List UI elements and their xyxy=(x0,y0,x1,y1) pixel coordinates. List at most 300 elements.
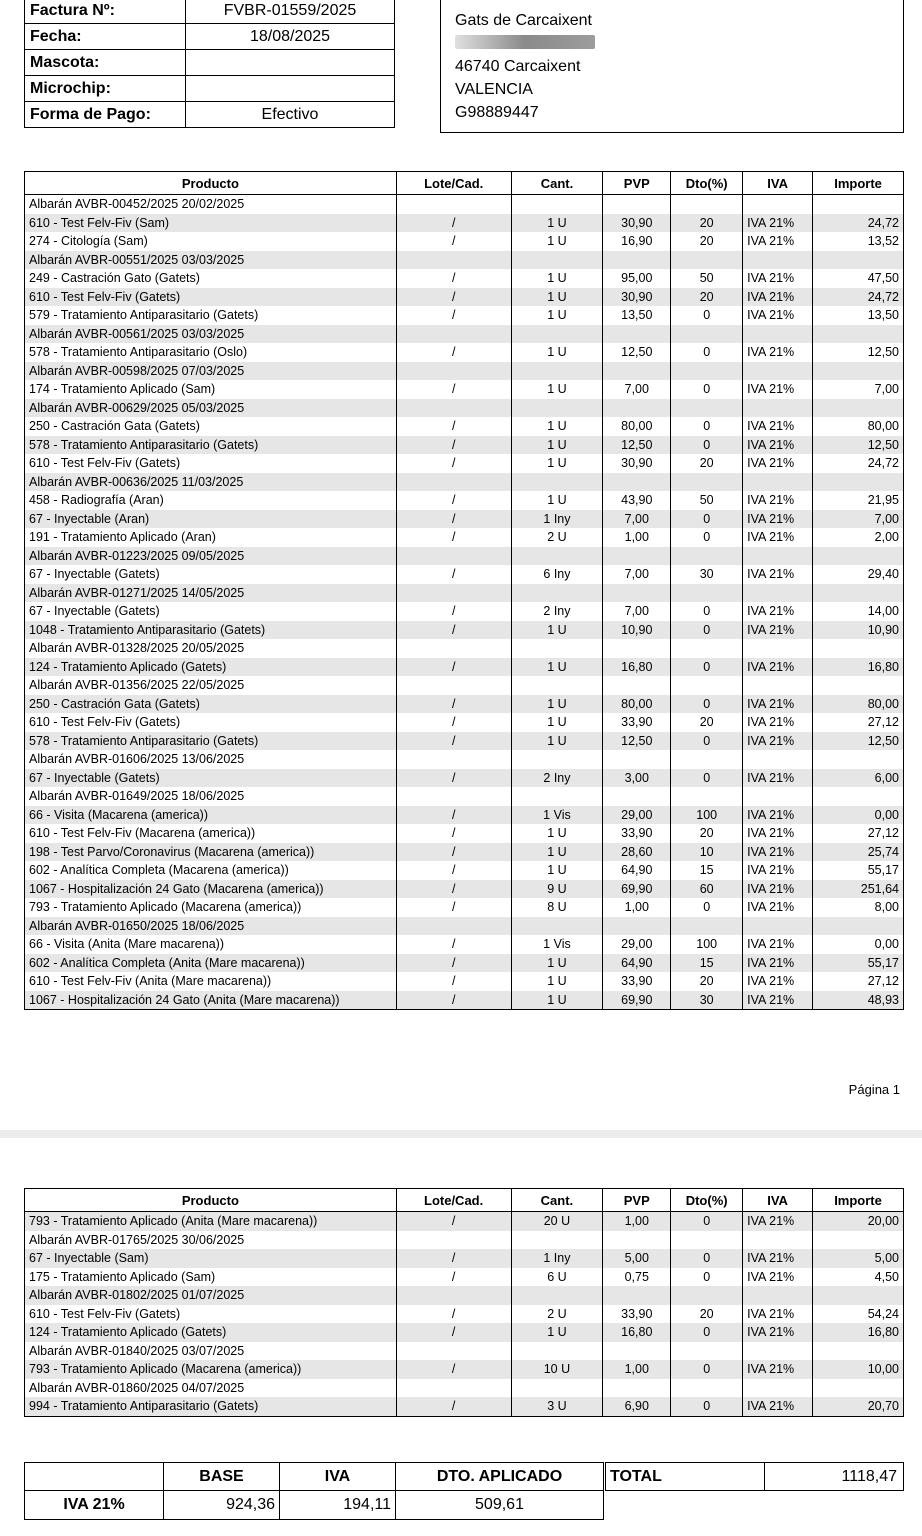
table-row xyxy=(25,269,904,288)
table-row xyxy=(25,658,904,677)
items-header-row xyxy=(25,1189,904,1212)
albaran-label: Albarán AVBR-01649/2025 18/06/2025 xyxy=(25,787,397,806)
cell-pvp: 29,00 xyxy=(603,806,671,825)
cell-producto: 578 - Tratamiento Antiparasitario (Gatets) xyxy=(25,436,397,455)
cell-importe: 55,17 xyxy=(813,861,904,880)
empty-cell xyxy=(813,584,904,603)
cell-pvp: 69,90 xyxy=(603,991,671,1010)
cell-iva: IVA 21% xyxy=(743,658,813,677)
empty-cell xyxy=(671,639,743,658)
invoice-info-value xyxy=(186,50,395,76)
cell-cant: 1 U xyxy=(511,695,603,714)
cell-cant: 2 Iny xyxy=(511,602,603,621)
cell-pvp: 1,00 xyxy=(603,1360,671,1379)
albaran-row xyxy=(25,362,904,381)
empty-cell xyxy=(743,1342,813,1361)
cell-cant: 1 U xyxy=(511,621,603,640)
cell-lote: / xyxy=(396,954,511,973)
cell-importe: 10,00 xyxy=(813,1360,904,1379)
totals-dto-value: 509,61 xyxy=(395,1490,604,1520)
column-header: Dto(%) xyxy=(671,172,743,195)
empty-cell xyxy=(671,787,743,806)
cell-lote: / xyxy=(396,972,511,991)
cell-pvp: 13,50 xyxy=(603,306,671,325)
column-header: Lote/Cad. xyxy=(396,1189,511,1212)
albaran-row xyxy=(25,1286,904,1305)
cell-cant: 1 U xyxy=(511,417,603,436)
albaran-row xyxy=(25,787,904,806)
cell-cant: 8 U xyxy=(511,898,603,917)
cell-dto: 0 xyxy=(671,380,743,399)
cell-importe: 48,93 xyxy=(813,991,904,1010)
albaran-label: Albarán AVBR-00551/2025 03/03/2025 xyxy=(25,251,397,270)
empty-cell xyxy=(813,787,904,806)
albaran-label: Albarán AVBR-01223/2025 09/05/2025 xyxy=(25,547,397,566)
cell-pvp: 16,90 xyxy=(603,232,671,251)
cell-importe: 12,50 xyxy=(813,343,904,362)
cell-pvp: 7,00 xyxy=(603,602,671,621)
albaran-row xyxy=(25,750,904,769)
table-row xyxy=(25,769,904,788)
client-name: Gats de Carcaixent xyxy=(455,12,592,29)
empty-cell xyxy=(603,1231,671,1250)
cell-pvp: 12,50 xyxy=(603,436,671,455)
cell-dto: 20 xyxy=(671,972,743,991)
cell-lote: / xyxy=(396,288,511,307)
cell-iva: IVA 21% xyxy=(743,1268,813,1287)
cell-importe: 47,50 xyxy=(813,269,904,288)
cell-pvp: 1,00 xyxy=(603,528,671,547)
empty-cell xyxy=(603,362,671,381)
items-table-page-2 xyxy=(24,1188,904,1417)
table-row xyxy=(25,861,904,880)
empty-cell xyxy=(813,195,904,214)
cell-dto: 0 xyxy=(671,732,743,751)
cell-producto: 274 - Citología (Sam) xyxy=(25,232,397,251)
cell-producto: 578 - Tratamiento Antiparasitario (Oslo) xyxy=(25,343,397,362)
cell-pvp: 5,00 xyxy=(603,1249,671,1268)
table-row xyxy=(25,436,904,455)
cell-producto: 602 - Analítica Completa (Anita (Mare macarena)) xyxy=(25,954,397,973)
albaran-label: Albarán AVBR-01356/2025 22/05/2025 xyxy=(25,676,397,695)
cell-lote: / xyxy=(396,1360,511,1379)
albaran-row xyxy=(25,547,904,566)
empty-cell xyxy=(511,917,603,936)
cell-importe: 80,00 xyxy=(813,695,904,714)
cell-pvp: 3,00 xyxy=(603,769,671,788)
cell-cant: 1 U xyxy=(511,214,603,233)
cell-dto: 0 xyxy=(671,1360,743,1379)
cell-iva: IVA 21% xyxy=(743,510,813,529)
empty-cell xyxy=(603,399,671,418)
empty-cell xyxy=(813,1231,904,1250)
albaran-label: Albarán AVBR-01606/2025 13/06/2025 xyxy=(25,750,397,769)
invoice-info-table xyxy=(24,0,395,128)
empty-cell xyxy=(813,917,904,936)
empty-cell xyxy=(396,1231,511,1250)
cell-iva: IVA 21% xyxy=(743,417,813,436)
cell-lote: / xyxy=(396,898,511,917)
albaran-label: Albarán AVBR-01765/2025 30/06/2025 xyxy=(25,1231,397,1250)
empty-cell xyxy=(511,1342,603,1361)
column-header: Dto(%) xyxy=(671,1189,743,1212)
cell-dto: 20 xyxy=(671,214,743,233)
cell-lote: / xyxy=(396,1323,511,1342)
client-postal: 46740 Carcaixent xyxy=(455,58,581,75)
totals-iva-header: IVA xyxy=(279,1462,396,1491)
table-row xyxy=(25,824,904,843)
cell-lote: / xyxy=(396,528,511,547)
albaran-label: Albarán AVBR-00452/2025 20/02/2025 xyxy=(25,195,397,214)
cell-importe: 8,00 xyxy=(813,898,904,917)
cell-iva: IVA 21% xyxy=(743,288,813,307)
cell-iva: IVA 21% xyxy=(743,343,813,362)
cell-importe: 0,00 xyxy=(813,806,904,825)
cell-producto: 1048 - Tratamiento Antiparasitario (Gatets) xyxy=(25,621,397,640)
empty-cell xyxy=(743,362,813,381)
empty-cell xyxy=(603,1286,671,1305)
table-row xyxy=(25,1249,904,1268)
empty-cell xyxy=(396,1379,511,1398)
empty-cell xyxy=(396,917,511,936)
empty-cell xyxy=(511,547,603,566)
invoice-info-label: Mascota: xyxy=(25,50,186,76)
cell-dto: 30 xyxy=(671,991,743,1010)
table-row xyxy=(25,695,904,714)
page-separator xyxy=(0,1130,922,1138)
cell-dto: 20 xyxy=(671,232,743,251)
cell-producto: 458 - Radiografía (Aran) xyxy=(25,491,397,510)
cell-importe: 251,64 xyxy=(813,880,904,899)
cell-cant: 1 U xyxy=(511,269,603,288)
empty-cell xyxy=(743,1379,813,1398)
totals-base-header: BASE xyxy=(163,1462,280,1491)
cell-iva: IVA 21% xyxy=(743,621,813,640)
cell-iva: IVA 21% xyxy=(743,1305,813,1324)
cell-importe: 12,50 xyxy=(813,436,904,455)
table-row xyxy=(25,528,904,547)
cell-dto: 0 xyxy=(671,1212,743,1231)
empty-cell xyxy=(396,1286,511,1305)
albaran-label: Albarán AVBR-00561/2025 03/03/2025 xyxy=(25,325,397,344)
empty-cell xyxy=(511,195,603,214)
cell-pvp: 69,90 xyxy=(603,880,671,899)
cell-pvp: 33,90 xyxy=(603,713,671,732)
cell-dto: 20 xyxy=(671,824,743,843)
cell-producto: 1067 - Hospitalización 24 Gato (Anita (Mare macarena)) xyxy=(25,991,397,1010)
cell-dto: 0 xyxy=(671,528,743,547)
empty-cell xyxy=(743,1231,813,1250)
cell-lote: / xyxy=(396,306,511,325)
cell-iva: IVA 21% xyxy=(743,935,813,954)
invoice-info-row xyxy=(25,0,395,24)
cell-producto: 793 - Tratamiento Aplicado (Anita (Mare macarena)) xyxy=(25,1212,397,1231)
albaran-row xyxy=(25,473,904,492)
column-header: IVA xyxy=(743,172,813,195)
empty-cell xyxy=(511,787,603,806)
empty-cell xyxy=(511,1286,603,1305)
empty-cell xyxy=(671,399,743,418)
client-tax-id: G98889447 xyxy=(455,104,539,121)
invoice-info-value: FVBR-01559/2025 xyxy=(186,0,395,24)
cell-lote: / xyxy=(396,417,511,436)
empty-cell xyxy=(813,1286,904,1305)
cell-pvp: 30,90 xyxy=(603,288,671,307)
empty-cell xyxy=(813,399,904,418)
cell-importe: 7,00 xyxy=(813,380,904,399)
invoice-info-row xyxy=(25,50,395,76)
empty-cell xyxy=(671,750,743,769)
cell-importe: 2,00 xyxy=(813,528,904,547)
cell-iva: IVA 21% xyxy=(743,1249,813,1268)
empty-cell xyxy=(671,195,743,214)
cell-iva: IVA 21% xyxy=(743,769,813,788)
invoice-info-label: Fecha: xyxy=(25,24,186,50)
empty-cell xyxy=(603,639,671,658)
cell-cant: 1 U xyxy=(511,232,603,251)
table-row xyxy=(25,935,904,954)
client-province: VALENCIA xyxy=(455,81,533,98)
empty-cell xyxy=(743,399,813,418)
cell-iva: IVA 21% xyxy=(743,380,813,399)
cell-dto: 20 xyxy=(671,454,743,473)
cell-producto: 250 - Castración Gata (Gatets) xyxy=(25,417,397,436)
cell-importe: 54,24 xyxy=(813,1305,904,1324)
cell-pvp: 29,00 xyxy=(603,935,671,954)
totals-iva-value: 194,11 xyxy=(279,1490,396,1520)
cell-iva: IVA 21% xyxy=(743,269,813,288)
empty-cell xyxy=(743,639,813,658)
table-row xyxy=(25,991,904,1010)
cell-pvp: 1,00 xyxy=(603,1212,671,1231)
cell-producto: 610 - Test Felv-Fiv (Macarena (america)) xyxy=(25,824,397,843)
empty-cell xyxy=(813,750,904,769)
cell-pvp: 33,90 xyxy=(603,824,671,843)
empty-cell xyxy=(511,750,603,769)
empty-cell xyxy=(511,251,603,270)
cell-iva: IVA 21% xyxy=(743,861,813,880)
empty-cell xyxy=(511,676,603,695)
cell-dto: 0 xyxy=(671,898,743,917)
cell-dto: 0 xyxy=(671,658,743,677)
cell-iva: IVA 21% xyxy=(743,454,813,473)
cell-lote: / xyxy=(396,935,511,954)
totals-base-value: 924,36 xyxy=(163,1490,280,1520)
empty-cell xyxy=(813,639,904,658)
table-row xyxy=(25,565,904,584)
empty-cell xyxy=(671,584,743,603)
cell-importe: 80,00 xyxy=(813,417,904,436)
empty-cell xyxy=(813,362,904,381)
albaran-label: Albarán AVBR-01860/2025 04/07/2025 xyxy=(25,1379,397,1398)
cell-dto: 100 xyxy=(671,806,743,825)
cell-pvp: 7,00 xyxy=(603,510,671,529)
cell-pvp: 6,90 xyxy=(603,1397,671,1416)
cell-pvp: 0,75 xyxy=(603,1268,671,1287)
cell-importe: 20,00 xyxy=(813,1212,904,1231)
cell-producto: 175 - Tratamiento Aplicado (Sam) xyxy=(25,1268,397,1287)
empty-cell xyxy=(603,917,671,936)
cell-lote: / xyxy=(396,1397,511,1416)
cell-producto: 198 - Test Parvo/Coronavirus (Macarena (america)) xyxy=(25,843,397,862)
cell-dto: 0 xyxy=(671,1397,743,1416)
empty-cell xyxy=(671,251,743,270)
cell-cant: 1 U xyxy=(511,380,603,399)
table-row xyxy=(25,843,904,862)
cell-lote: / xyxy=(396,1212,511,1231)
cell-cant: 1 U xyxy=(511,306,603,325)
cell-producto: 124 - Tratamiento Aplicado (Gatets) xyxy=(25,658,397,677)
cell-importe: 10,90 xyxy=(813,621,904,640)
table-row xyxy=(25,454,904,473)
empty-cell xyxy=(813,1342,904,1361)
cell-pvp: 12,50 xyxy=(603,732,671,751)
cell-iva: IVA 21% xyxy=(743,306,813,325)
cell-dto: 0 xyxy=(671,306,743,325)
cell-dto: 0 xyxy=(671,695,743,714)
cell-lote: / xyxy=(396,769,511,788)
column-header: Lote/Cad. xyxy=(396,172,511,195)
cell-iva: IVA 21% xyxy=(743,880,813,899)
cell-pvp: 7,00 xyxy=(603,380,671,399)
cell-producto: 610 - Test Felv-Fiv (Gatets) xyxy=(25,288,397,307)
albaran-row xyxy=(25,1231,904,1250)
table-row xyxy=(25,491,904,510)
cell-dto: 10 xyxy=(671,843,743,862)
empty-cell xyxy=(396,195,511,214)
cell-iva: IVA 21% xyxy=(743,1212,813,1231)
albaran-label: Albarán AVBR-01840/2025 03/07/2025 xyxy=(25,1342,397,1361)
cell-producto: 793 - Tratamiento Aplicado (Macarena (america)) xyxy=(25,1360,397,1379)
cell-cant: 1 U xyxy=(511,491,603,510)
empty-cell xyxy=(511,325,603,344)
table-row xyxy=(25,1268,904,1287)
empty-cell xyxy=(511,1379,603,1398)
cell-iva: IVA 21% xyxy=(743,824,813,843)
cell-lote: / xyxy=(396,232,511,251)
cell-producto: 1067 - Hospitalización 24 Gato (Macarena (america)) xyxy=(25,880,397,899)
items-body-page-2 xyxy=(25,1212,904,1417)
cell-pvp: 28,60 xyxy=(603,843,671,862)
invoice-info-label: Factura Nº: xyxy=(25,0,186,24)
cell-importe: 16,80 xyxy=(813,1323,904,1342)
redacted-address-line xyxy=(455,35,595,49)
total-value: 1118,47 xyxy=(764,1462,904,1491)
cell-producto: 610 - Test Felv-Fiv (Anita (Mare macarena)) xyxy=(25,972,397,991)
totals-block xyxy=(24,1462,904,1520)
albaran-row xyxy=(25,195,904,214)
cell-cant: 2 U xyxy=(511,528,603,547)
cell-cant: 1 U xyxy=(511,861,603,880)
cell-dto: 0 xyxy=(671,621,743,640)
cell-iva: IVA 21% xyxy=(743,436,813,455)
table-row xyxy=(25,343,904,362)
client-address-box xyxy=(440,0,904,133)
cell-producto: 66 - Visita (Macarena (america)) xyxy=(25,806,397,825)
cell-lote: / xyxy=(396,510,511,529)
cell-iva: IVA 21% xyxy=(743,528,813,547)
table-row xyxy=(25,621,904,640)
cell-lote: / xyxy=(396,695,511,714)
cell-dto: 60 xyxy=(671,880,743,899)
cell-cant: 1 Iny xyxy=(511,510,603,529)
empty-cell xyxy=(671,473,743,492)
cell-lote: / xyxy=(396,565,511,584)
cell-dto: 0 xyxy=(671,1268,743,1287)
empty-cell xyxy=(743,547,813,566)
empty-cell xyxy=(813,1379,904,1398)
cell-lote: / xyxy=(396,454,511,473)
cell-pvp: 95,00 xyxy=(603,269,671,288)
cell-importe: 21,95 xyxy=(813,491,904,510)
items-table-page-1 xyxy=(24,171,904,1010)
page-number: Página 1 xyxy=(848,1082,900,1097)
empty-cell xyxy=(743,325,813,344)
table-row xyxy=(25,602,904,621)
cell-cant: 1 U xyxy=(511,343,603,362)
table-row xyxy=(25,380,904,399)
empty-cell xyxy=(603,1342,671,1361)
empty-cell xyxy=(671,917,743,936)
table-row xyxy=(25,1397,904,1416)
albaran-label: Albarán AVBR-00629/2025 05/03/2025 xyxy=(25,399,397,418)
cell-pvp: 10,90 xyxy=(603,621,671,640)
albaran-label: Albarán AVBR-01271/2025 14/05/2025 xyxy=(25,584,397,603)
cell-producto: 191 - Tratamiento Aplicado (Aran) xyxy=(25,528,397,547)
cell-producto: 67 - Inyectable (Sam) xyxy=(25,1249,397,1268)
empty-cell xyxy=(813,676,904,695)
cell-lote: / xyxy=(396,214,511,233)
empty-cell xyxy=(511,362,603,381)
column-header: Importe xyxy=(813,1189,904,1212)
cell-cant: 20 U xyxy=(511,1212,603,1231)
cell-pvp: 30,90 xyxy=(603,214,671,233)
table-row xyxy=(25,1323,904,1342)
cell-cant: 1 U xyxy=(511,732,603,751)
cell-lote: / xyxy=(396,602,511,621)
cell-producto: 67 - Inyectable (Aran) xyxy=(25,510,397,529)
cell-dto: 20 xyxy=(671,288,743,307)
cell-cant: 10 U xyxy=(511,1360,603,1379)
cell-lote: / xyxy=(396,732,511,751)
table-row xyxy=(25,232,904,251)
cell-importe: 13,50 xyxy=(813,306,904,325)
cell-pvp: 7,00 xyxy=(603,565,671,584)
empty-cell xyxy=(603,325,671,344)
cell-lote: / xyxy=(396,861,511,880)
cell-cant: 1 U xyxy=(511,972,603,991)
column-header: Cant. xyxy=(511,1189,603,1212)
cell-producto: 578 - Tratamiento Antiparasitario (Gatets) xyxy=(25,732,397,751)
empty-cell xyxy=(603,251,671,270)
invoice-info-row xyxy=(25,102,395,128)
empty-cell xyxy=(743,787,813,806)
table-row xyxy=(25,880,904,899)
albaran-row xyxy=(25,1379,904,1398)
cell-pvp: 80,00 xyxy=(603,695,671,714)
column-header: PVP xyxy=(603,172,671,195)
table-row xyxy=(25,1212,904,1231)
invoice-info-value: 18/08/2025 xyxy=(186,24,395,50)
cell-pvp: 43,90 xyxy=(603,491,671,510)
cell-cant: 2 U xyxy=(511,1305,603,1324)
cell-cant: 1 U xyxy=(511,824,603,843)
cell-producto: 66 - Visita (Anita (Mare macarena)) xyxy=(25,935,397,954)
empty-cell xyxy=(743,917,813,936)
invoice-info-body xyxy=(25,0,395,128)
cell-importe: 20,70 xyxy=(813,1397,904,1416)
empty-cell xyxy=(671,325,743,344)
